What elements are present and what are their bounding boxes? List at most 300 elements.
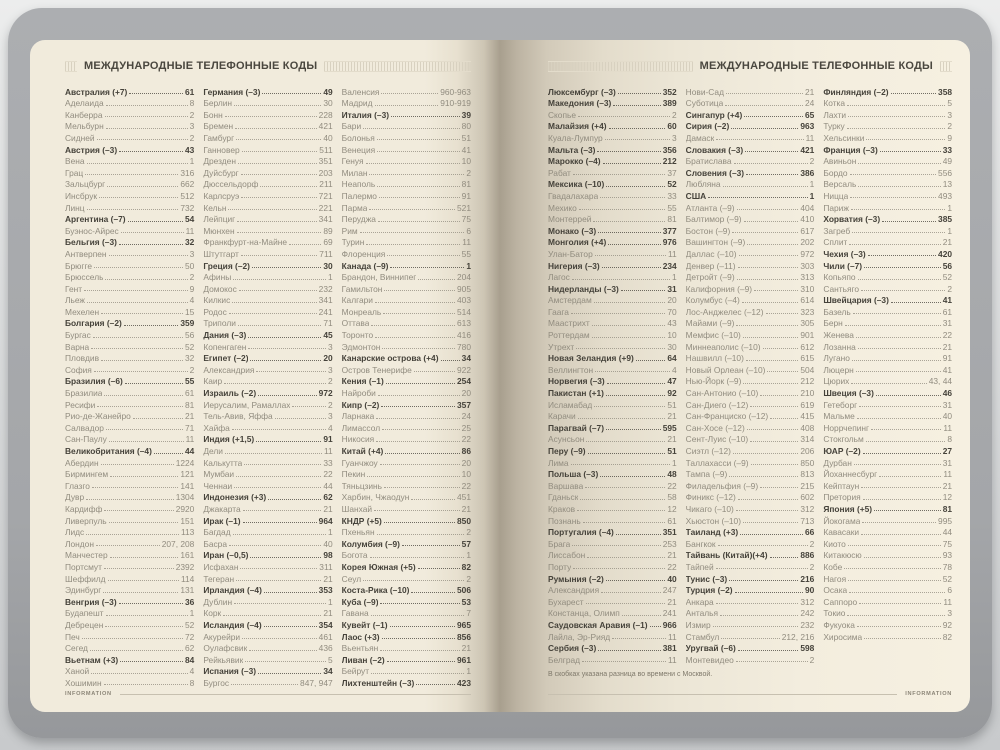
place-name: Анкара bbox=[685, 596, 714, 607]
leader-dots bbox=[731, 128, 798, 129]
leader-dots bbox=[268, 499, 321, 500]
code-row bbox=[548, 398, 677, 410]
place-name: Генуя bbox=[341, 156, 364, 167]
code-row bbox=[203, 607, 332, 619]
code-row bbox=[342, 584, 471, 596]
code-row bbox=[823, 630, 952, 642]
phone-code: 12 bbox=[667, 503, 677, 514]
leader-dots bbox=[743, 383, 798, 384]
place-name: Таллахасси (–9) bbox=[685, 457, 749, 468]
place-name: Куба (–9) bbox=[341, 596, 379, 607]
leader-dots bbox=[716, 568, 808, 569]
code-row bbox=[342, 178, 471, 190]
leader-dots bbox=[744, 116, 803, 117]
hatch-pattern-icon bbox=[65, 61, 77, 72]
phone-code: 27 bbox=[942, 446, 953, 456]
phone-code: 114 bbox=[180, 573, 195, 584]
place-name: Германия (–3) bbox=[203, 86, 261, 97]
leader-dots bbox=[366, 244, 460, 245]
phone-code: 232 bbox=[318, 283, 333, 294]
code-row bbox=[65, 398, 194, 410]
code-row bbox=[65, 247, 194, 259]
phone-code: 215 bbox=[800, 480, 815, 491]
phone-code: 75 bbox=[461, 214, 471, 225]
place-name: Будапешт bbox=[65, 608, 104, 619]
place-name: Александрия bbox=[203, 364, 255, 375]
place-name: Претория bbox=[823, 492, 861, 503]
leader-dots bbox=[97, 139, 188, 140]
place-name: Корея Южная (+5) bbox=[341, 561, 416, 572]
leader-dots bbox=[382, 429, 460, 430]
phone-code: 72 bbox=[185, 631, 195, 642]
code-row bbox=[548, 143, 677, 155]
code-row bbox=[342, 85, 471, 97]
phone-code: 960-963 bbox=[440, 86, 471, 97]
place-name: Финикс (–12) bbox=[685, 492, 736, 503]
code-row bbox=[548, 131, 677, 143]
place-name: Пекин bbox=[341, 469, 366, 480]
leader-dots bbox=[416, 684, 455, 685]
place-name: Сербия (–3) bbox=[548, 643, 597, 654]
place-name: Флоренция bbox=[341, 248, 386, 259]
code-row bbox=[686, 572, 815, 584]
code-row bbox=[548, 305, 677, 317]
leader-dots bbox=[236, 580, 321, 581]
place-name: Норвегия (–3) bbox=[548, 376, 605, 387]
leader-dots bbox=[593, 221, 665, 222]
code-row bbox=[342, 271, 471, 283]
phone-code: 212, 216 bbox=[781, 631, 815, 642]
leader-dots bbox=[91, 673, 187, 674]
place-name: Швеция (–3) bbox=[823, 388, 874, 399]
code-row bbox=[686, 560, 815, 572]
leader-dots bbox=[880, 151, 941, 152]
phone-code: 151 bbox=[180, 515, 195, 526]
phone-code: 612 bbox=[800, 341, 815, 352]
code-row bbox=[686, 178, 815, 190]
leader-dots bbox=[594, 302, 666, 303]
code-row bbox=[548, 491, 677, 503]
code-row bbox=[65, 120, 194, 132]
place-name: Сирия (–2) bbox=[685, 121, 730, 132]
phone-code: 1 bbox=[327, 596, 333, 607]
leader-dots bbox=[607, 383, 666, 384]
code-row bbox=[548, 642, 677, 654]
leader-dots bbox=[578, 418, 666, 419]
place-name: Палермо bbox=[341, 190, 377, 201]
leader-dots bbox=[93, 337, 183, 338]
leader-dots bbox=[128, 221, 183, 222]
code-row bbox=[203, 259, 332, 271]
code-row bbox=[548, 108, 677, 120]
code-row bbox=[65, 456, 194, 468]
code-row bbox=[823, 433, 952, 445]
phone-code: 20 bbox=[461, 457, 471, 468]
leader-dots bbox=[738, 267, 799, 268]
code-row bbox=[65, 85, 194, 97]
leader-dots bbox=[716, 603, 799, 604]
place-name: Варна bbox=[65, 341, 90, 352]
leader-dots bbox=[738, 650, 799, 651]
phone-code: 1 bbox=[672, 272, 677, 283]
phone-code: 1 bbox=[466, 550, 471, 561]
code-row bbox=[342, 421, 471, 433]
code-row bbox=[65, 526, 194, 538]
code-row bbox=[203, 120, 332, 132]
code-row bbox=[823, 247, 952, 259]
place-name: Греция (–2) bbox=[203, 260, 250, 271]
phone-code: 408 bbox=[800, 422, 815, 433]
phone-code: 43 bbox=[667, 318, 677, 329]
code-row bbox=[686, 143, 815, 155]
leader-dots bbox=[106, 128, 188, 129]
leader-dots bbox=[90, 650, 183, 651]
code-row bbox=[342, 560, 471, 572]
phone-code: 21 bbox=[667, 596, 677, 607]
place-name: Мальта (–3) bbox=[548, 144, 596, 155]
codes-column-5 bbox=[686, 85, 815, 688]
place-name: Израиль (–2) bbox=[203, 388, 257, 399]
code-row bbox=[203, 537, 332, 549]
phone-code: 44 bbox=[323, 480, 333, 491]
code-row bbox=[342, 328, 471, 340]
place-name: Тампа (–9) bbox=[685, 469, 728, 480]
leader-dots bbox=[770, 557, 799, 558]
place-name: Белград bbox=[548, 654, 581, 665]
phone-code: 5 bbox=[327, 654, 333, 665]
phone-code: 323 bbox=[800, 306, 815, 317]
code-row bbox=[65, 352, 194, 364]
code-row bbox=[342, 618, 471, 630]
place-name: Нью-Йорк (–9) bbox=[685, 376, 742, 387]
code-row bbox=[203, 433, 332, 445]
place-name: Ливан (–2) bbox=[341, 654, 385, 665]
code-row bbox=[203, 653, 332, 665]
leader-dots bbox=[866, 139, 945, 140]
code-row bbox=[686, 247, 815, 259]
phone-code: 40 bbox=[667, 573, 677, 584]
place-name: Никосия bbox=[341, 434, 375, 445]
phone-code: 31 bbox=[942, 399, 953, 410]
place-name: Лейпциг bbox=[203, 214, 236, 225]
leader-dots bbox=[85, 174, 178, 175]
phone-code: 305 bbox=[800, 318, 815, 329]
leader-dots bbox=[109, 441, 184, 442]
code-row bbox=[65, 236, 194, 248]
leader-dots bbox=[380, 650, 459, 651]
leader-dots bbox=[371, 615, 465, 616]
phone-code: 40 bbox=[942, 411, 953, 422]
place-name: Нашвилл (–10) bbox=[685, 353, 744, 364]
leader-dots bbox=[735, 592, 803, 593]
code-row bbox=[203, 479, 332, 491]
leader-dots bbox=[733, 453, 798, 454]
code-row bbox=[686, 201, 815, 213]
place-name: Австрия (–3) bbox=[65, 144, 118, 155]
code-row bbox=[686, 491, 815, 503]
phone-code: 901 bbox=[800, 330, 815, 341]
phone-code: 21 bbox=[942, 237, 953, 248]
phone-code: 963 bbox=[800, 121, 815, 132]
place-name: Маастрихт bbox=[548, 318, 590, 329]
place-name: Сеул bbox=[341, 573, 362, 584]
code-row bbox=[203, 386, 332, 398]
code-row bbox=[342, 607, 471, 619]
leader-dots bbox=[154, 453, 183, 454]
code-row bbox=[686, 213, 815, 225]
leader-dots bbox=[87, 209, 179, 210]
phone-code: 81 bbox=[942, 503, 953, 514]
phone-code: 2 bbox=[466, 573, 471, 584]
leader-dots bbox=[747, 244, 798, 245]
code-row bbox=[548, 537, 677, 549]
place-name: Венгрия (–3) bbox=[65, 596, 117, 607]
code-row bbox=[65, 410, 194, 422]
leader-dots bbox=[858, 186, 940, 187]
leader-dots bbox=[378, 221, 460, 222]
code-row bbox=[823, 189, 952, 201]
place-name: Гданьск bbox=[548, 492, 579, 503]
leader-dots bbox=[225, 116, 317, 117]
leader-dots bbox=[248, 348, 326, 349]
place-name: Филадельфия (–9) bbox=[685, 480, 759, 491]
place-name: Токио bbox=[823, 608, 846, 619]
code-row bbox=[342, 526, 471, 538]
code-row bbox=[203, 85, 332, 97]
code-row bbox=[686, 618, 815, 630]
place-name: Исфахан bbox=[203, 561, 239, 572]
leader-dots bbox=[603, 163, 661, 164]
place-name: Бари bbox=[341, 121, 362, 132]
place-name: Льеж bbox=[65, 295, 86, 306]
code-row bbox=[342, 653, 471, 665]
place-name: Исландия (–4) bbox=[203, 619, 262, 630]
code-row bbox=[342, 375, 471, 387]
phone-code: 21 bbox=[185, 411, 195, 422]
place-name: Индия (+1,5) bbox=[203, 434, 255, 445]
leader-dots bbox=[598, 650, 660, 651]
code-row bbox=[548, 271, 677, 283]
phone-code: 4 bbox=[672, 364, 677, 375]
phone-code: 43 bbox=[185, 144, 195, 155]
phone-code: 436 bbox=[318, 643, 333, 654]
leader-dots bbox=[744, 221, 799, 222]
leader-dots bbox=[292, 406, 326, 407]
leader-dots bbox=[571, 464, 670, 465]
phone-code: 521 bbox=[457, 202, 471, 213]
code-row bbox=[823, 526, 952, 538]
phone-code: 615 bbox=[800, 353, 815, 364]
phone-code: 11 bbox=[943, 469, 953, 480]
leader-dots bbox=[384, 290, 455, 291]
code-row bbox=[203, 491, 332, 503]
phone-code: 1 bbox=[466, 260, 471, 271]
phone-code: 20 bbox=[667, 295, 677, 306]
place-name: Хиросима bbox=[823, 631, 863, 642]
place-name: Найроби bbox=[341, 388, 376, 399]
place-name: Сент-Луис (–10) bbox=[685, 434, 749, 445]
phone-code: 1 bbox=[947, 202, 953, 213]
leader-dots bbox=[119, 244, 183, 245]
leader-dots bbox=[360, 232, 465, 233]
phone-code: 242 bbox=[800, 608, 815, 619]
code-row bbox=[342, 468, 471, 480]
phone-code: 81 bbox=[185, 399, 195, 410]
phone-code: 232 bbox=[800, 619, 815, 630]
leader-dots bbox=[598, 232, 660, 233]
leader-dots bbox=[616, 534, 661, 535]
leader-dots bbox=[240, 568, 317, 569]
place-name: Лугано bbox=[823, 353, 850, 364]
phone-code: 32 bbox=[185, 237, 195, 248]
phone-code: 51 bbox=[667, 446, 677, 456]
phone-code: 254 bbox=[457, 376, 471, 387]
code-row bbox=[203, 189, 332, 201]
phone-code: 61 bbox=[942, 306, 953, 317]
phone-code: 21 bbox=[667, 411, 677, 422]
page-title: МЕЖДУНАРОДНЫЕ ТЕЛЕФОННЫЕ КОДЫ bbox=[84, 60, 318, 72]
code-row bbox=[548, 282, 677, 294]
code-row bbox=[548, 247, 677, 259]
place-name: Салвадор bbox=[65, 422, 104, 433]
leader-dots bbox=[391, 116, 460, 117]
leader-dots bbox=[770, 418, 798, 419]
phone-code: 421 bbox=[800, 144, 815, 155]
place-name: Италия (–3) bbox=[341, 109, 390, 120]
leader-dots bbox=[384, 487, 460, 488]
phone-code: 8 bbox=[189, 98, 195, 109]
place-name: Миннеаполис (–10) bbox=[685, 341, 761, 352]
code-row bbox=[65, 665, 194, 677]
phone-code: 961 bbox=[457, 654, 471, 665]
leader-dots bbox=[418, 568, 460, 569]
phone-code: 52 bbox=[185, 341, 195, 352]
place-name: Финляндия (–2) bbox=[823, 86, 889, 97]
phone-code: 5 bbox=[947, 98, 953, 109]
place-name: Люцерн bbox=[823, 364, 854, 375]
code-row bbox=[342, 630, 471, 642]
place-name: Остров Тенерифе bbox=[341, 364, 412, 375]
code-row bbox=[823, 514, 952, 526]
place-name: Люксембург (–3) bbox=[548, 86, 616, 97]
place-name: Корк bbox=[203, 608, 222, 619]
leader-dots bbox=[363, 128, 460, 129]
phone-code: 2 bbox=[189, 272, 195, 283]
phone-code: 314 bbox=[800, 434, 815, 445]
leader-dots bbox=[229, 313, 317, 314]
phone-code: 1 bbox=[947, 225, 953, 236]
leader-dots bbox=[243, 510, 322, 511]
leader-dots bbox=[571, 313, 665, 314]
code-row bbox=[65, 224, 194, 236]
phone-code: 312 bbox=[800, 596, 815, 607]
code-row bbox=[65, 642, 194, 654]
place-name: Ресифи bbox=[65, 399, 96, 410]
code-row bbox=[203, 340, 332, 352]
place-name: Асунсьон bbox=[548, 434, 585, 445]
leader-dots bbox=[241, 174, 317, 175]
phone-code: 54 bbox=[185, 214, 195, 225]
code-row bbox=[686, 398, 815, 410]
phone-code: 357 bbox=[457, 399, 471, 410]
leader-dots bbox=[745, 151, 798, 152]
place-name: Словакия (–3) bbox=[685, 144, 744, 155]
leader-dots bbox=[411, 499, 455, 500]
leader-dots bbox=[621, 290, 666, 291]
code-row bbox=[686, 352, 815, 364]
leader-dots bbox=[380, 603, 459, 604]
phone-code: 58 bbox=[667, 492, 677, 503]
leader-dots bbox=[851, 209, 945, 210]
leader-dots bbox=[879, 476, 941, 477]
code-row bbox=[823, 340, 952, 352]
phone-code: 316 bbox=[180, 167, 195, 178]
phone-code: 202 bbox=[800, 237, 815, 248]
phone-code: 21 bbox=[323, 573, 333, 584]
phone-code: 404 bbox=[800, 202, 815, 213]
code-row bbox=[686, 526, 815, 538]
phone-code: 2392 bbox=[175, 561, 195, 572]
leader-dots bbox=[224, 383, 326, 384]
phone-code: 21 bbox=[942, 480, 953, 491]
phone-code: 31 bbox=[942, 318, 953, 329]
place-name: Даллас (–10) bbox=[685, 248, 737, 259]
leader-dots bbox=[573, 568, 665, 569]
leader-dots bbox=[732, 232, 798, 233]
code-row bbox=[203, 363, 332, 375]
code-row bbox=[342, 282, 471, 294]
place-name: Варшава bbox=[548, 480, 584, 491]
leader-dots bbox=[377, 151, 459, 152]
place-name: Скопье bbox=[548, 109, 577, 120]
place-name: Констанца, Олимп bbox=[548, 608, 620, 619]
leader-dots bbox=[750, 406, 798, 407]
leader-dots bbox=[845, 325, 941, 326]
code-row bbox=[203, 305, 332, 317]
leader-dots bbox=[716, 139, 803, 140]
phone-code: 976 bbox=[662, 237, 677, 248]
phone-code: 8 bbox=[189, 677, 195, 688]
code-row bbox=[548, 444, 677, 456]
phone-code: 421 bbox=[318, 121, 333, 132]
leader-dots bbox=[864, 557, 941, 558]
place-name: Сплит bbox=[823, 237, 848, 248]
leader-dots bbox=[595, 371, 670, 372]
place-name: Нагоя bbox=[823, 573, 847, 584]
leader-dots bbox=[580, 499, 665, 500]
code-row bbox=[686, 433, 815, 445]
place-name: Линц bbox=[65, 202, 85, 213]
place-name: Атланта (–9) bbox=[685, 202, 735, 213]
phone-code: 204 bbox=[457, 272, 471, 283]
phone-code: 48 bbox=[667, 469, 677, 480]
phone-code: 780 bbox=[457, 341, 471, 352]
leader-dots bbox=[582, 661, 666, 662]
code-row bbox=[65, 584, 194, 596]
place-name: Тяньцзинь bbox=[341, 480, 383, 491]
leader-dots bbox=[223, 615, 321, 616]
code-row bbox=[548, 595, 677, 607]
phone-code: 1 bbox=[466, 666, 471, 677]
code-row bbox=[203, 572, 332, 584]
place-name: Кения (–1) bbox=[341, 376, 384, 387]
phone-code: 905 bbox=[457, 283, 471, 294]
leader-dots bbox=[245, 661, 326, 662]
code-row bbox=[548, 328, 677, 340]
phone-code: 2 bbox=[809, 654, 815, 665]
leader-dots bbox=[583, 522, 666, 523]
place-name: Джакарта bbox=[203, 503, 241, 514]
